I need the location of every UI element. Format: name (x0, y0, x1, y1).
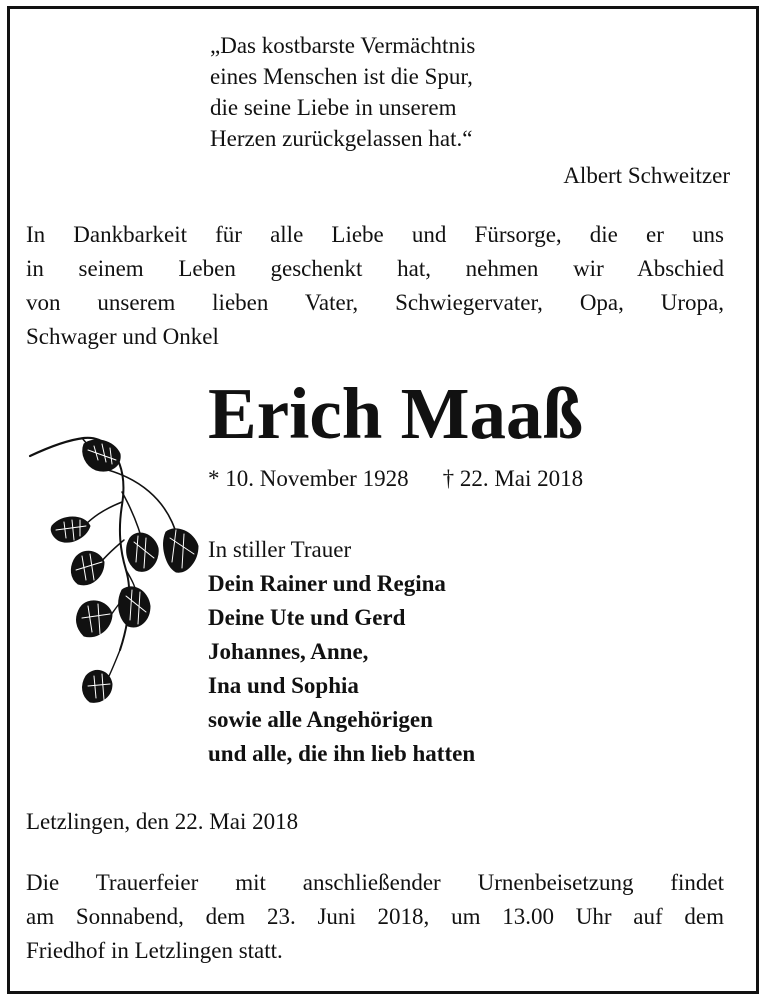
intro-line: Schwager und Onkel (26, 324, 219, 349)
funeral-notice (26, 866, 724, 968)
birth-date: * 10. November 1928 (208, 466, 409, 491)
quote-line: „Das kostbarste Vermächtnis (210, 33, 476, 58)
quote-author: Albert Schweitzer (563, 163, 730, 188)
death-date: † 22. Mai 2018 (442, 466, 584, 491)
mourning-heading: In stiller Trauer (208, 537, 352, 562)
mourner-line: sowie alle Angehörigen (208, 707, 433, 732)
intro-line: von unserem lieben Vater, Schwiegervater, Opa, Uropa, (26, 290, 724, 315)
place-date: Letzlingen, den 22. Mai 2018 (26, 809, 299, 834)
mourners-block (208, 533, 475, 771)
quote-line: die seine Liebe in unserem (210, 95, 457, 120)
quote-line: Herzen zurückgelassen hat.“ (210, 126, 473, 151)
mourner-line: und alle, die ihn lieb hatten (208, 741, 476, 766)
funeral-line: Friedhof in Letzlingen statt. (26, 938, 283, 963)
intro-line: In Dankbarkeit für alle Liebe und Fürsorge, die er uns (26, 222, 724, 247)
mourner-line: Johannes, Anne, (208, 639, 369, 664)
mourner-line: Ina und Sophia (208, 673, 359, 698)
quote (210, 30, 475, 154)
birch-branch-icon (22, 430, 207, 715)
mourner-line: Dein Rainer und Regina (208, 571, 446, 596)
quote-line: eines Menschen ist die Spur, (210, 64, 473, 89)
funeral-line: am Sonnabend, dem 23. Juni 2018, um 13.00 Uhr auf dem (26, 904, 724, 929)
mourner-line: Deine Ute und Gerd (208, 605, 406, 630)
deceased-name: Erich Maaß (208, 373, 584, 454)
intro-text (26, 218, 724, 354)
life-dates (208, 463, 583, 495)
funeral-line: Die Trauerfeier mit anschließender Urnenbeisetzung findet (26, 870, 724, 895)
intro-line: in seinem Leben geschenkt hat, nehmen wir Abschied (26, 256, 724, 281)
